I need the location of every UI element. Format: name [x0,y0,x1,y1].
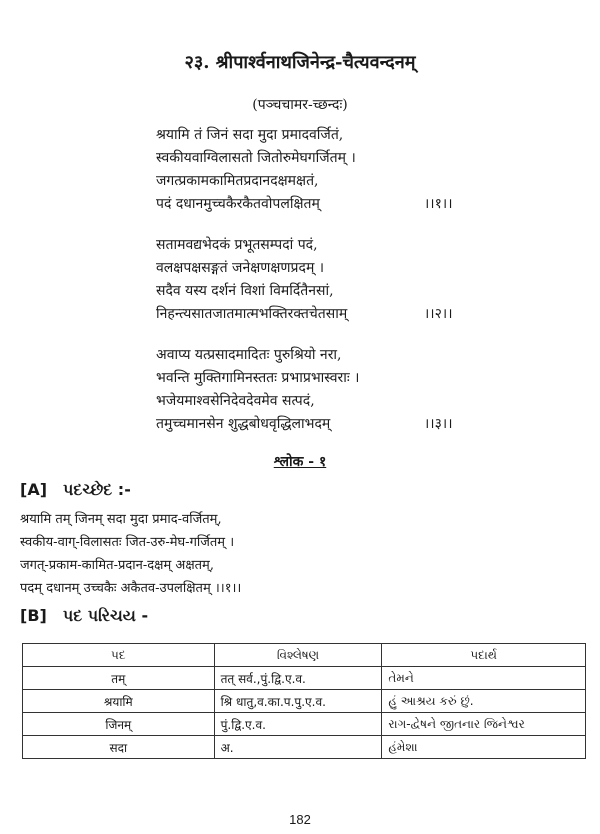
pada-parichay-table [22,643,586,759]
section-b-tag: [B] [20,606,47,625]
section-a-tag: [A] [20,480,48,499]
verse-number: ।।२।। [424,306,453,322]
verse-text: सदैव यस्य दर्शनं विशां विमर्दितैनसां, [156,283,334,299]
verse-line [156,304,496,327]
padachchheda-block [20,509,241,601]
verse-line [156,345,496,368]
cell-word: तम् [23,667,215,690]
verse-text: भजेयमाश्वसेनिदेवदेवमेव सत्पदं, [156,393,315,409]
section-b-heading [20,606,148,626]
column-header-padartha: પદાર્થ [382,644,586,667]
verse-line [156,194,496,217]
cell-analysis: पुं.द्वि.ए.व. [214,713,382,736]
verse-text: सतामवद्यभेदकं प्रभूतसम्पदां पदं, [156,237,318,253]
verse-line [156,281,496,304]
verse-text: निहन्त्यसातजातमात्मभक्तिरक्तचेतसाम् [156,306,348,322]
section-b-label: પદ પરિચય - [62,606,149,625]
cell-analysis: तत् सर्व.,पुं.द्वि.ए.व. [214,667,382,690]
verse-text: स्वकीयवाग्विलासतो जितोरुमेघगर्जितम् । [156,150,356,166]
cell-analysis: अ. [214,736,382,759]
section-a-heading [20,480,131,500]
verse-line [156,171,496,194]
column-header-vishleshan: વિશ્લેષણ [214,644,382,667]
verse-line [156,414,496,437]
verse-number: ।।१।। [424,196,453,212]
cell-analysis: श्रि धातु,व.का.प.पु.ए.व. [214,690,382,713]
table-row [23,736,586,759]
verse-block [156,125,496,217]
verse-line [156,258,496,281]
padachchheda-line: पदम् दधानम् उच्चकैः अकैतव-उपलक्षितम् ।।१।। [20,581,242,596]
cell-meaning: તેમને [382,667,586,690]
page-number: 182 [289,812,311,827]
table-row [23,690,586,713]
verse-text: अवाप्य यत्प्रसादमादितः पुरुश्रियो नरा, [156,347,342,363]
section-a-label: પદચ્છેદ :- [63,480,131,499]
table-row [23,667,586,690]
verse-text: पदं दधानमुच्चकैरकैतवोपलक्षितम् [156,196,320,212]
table-header-row [23,644,586,667]
verse-line [156,125,496,148]
verse-text: जगत्प्रकामकामितप्रदानदक्षमक्षतं, [156,173,319,189]
shloka-heading-text: श्लोक - १ [273,454,327,470]
table-row [23,713,586,736]
verse-number: ।।३।। [424,416,453,432]
cell-word: श्रयामि [23,690,215,713]
verse-text: वलक्षपक्षसङ्गतं जनेक्षणक्षणप्रदम् । [156,260,325,276]
shloka-heading [0,452,600,471]
verse-line [156,368,496,391]
verse-line [156,391,496,414]
page-title: २३. श्रीपार्श्वनाथजिनेन्द्र-चैत्यवन्दनम् [184,52,416,73]
verse-line [156,235,496,258]
verse-block [156,235,496,327]
cell-meaning: રાગ-દ્વેષને જીતનાર જિનેશ્વર [382,713,586,736]
verse-text: श्रयामि तं जिनं सदा मुदा प्रमादवर्जितं, [156,127,344,143]
verse-text: तमुच्चमानसेन शुद्धबोधवृद्धिलाभदम् [156,416,331,432]
verse-block [156,345,496,437]
meter-label: (पञ्चचामर-च्छन्दः) [252,97,348,113]
cell-meaning: હંમેશા [382,736,586,759]
verse-line [156,148,496,171]
padachchheda-line: स्वकीय-वाग्-विलासतः जित-उरु-मेघ-गर्जितम् । [20,535,235,550]
cell-word: सदा [23,736,215,759]
cell-word: जिनम् [23,713,215,736]
verse-text: भवन्ति मुक्तिगामिनस्ततः प्रभाप्रभास्वराः । [156,370,360,386]
column-header-pada: પદ [23,644,215,667]
padachchheda-line: जगत्-प्रकाम-कामित-प्रदान-दक्षम् अक्षतम्, [20,558,214,573]
padachchheda-line: श्रयामि तम् जिनम् सदा मुदा प्रमाद-वर्जितम्, [20,512,222,527]
cell-meaning: હું આશ્રય કરું છું. [382,690,586,713]
